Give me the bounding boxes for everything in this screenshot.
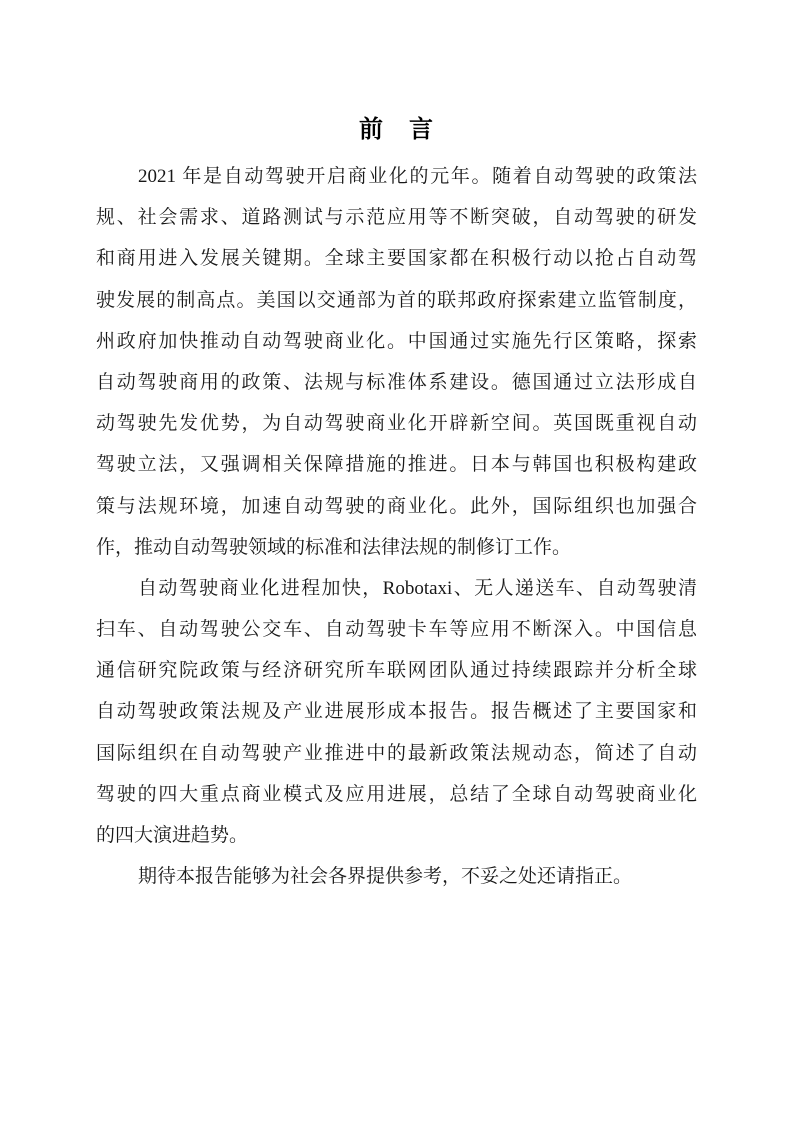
text-line: 州政府加快推动自动驾驶商业化。中国通过实施先行区策略，探索: [96, 330, 697, 352]
text-line: 期待本报告能够为社会各界提供参考，不妥之处还请指正。: [138, 866, 633, 888]
text-block: [96, 0, 697, 897]
text-line: 规、社会需求、道路测试与示范应用等不断突破，自动驾驶的研发: [96, 207, 697, 229]
text-line: 驾驶的四大重点商业模式及应用进展，总结了全球自动驾驶商业化: [96, 783, 697, 805]
text-line: 自动驾驶政策法规及产业进展形成本报告。报告概述了主要国家和: [96, 701, 697, 723]
paragraph-intro: [96, 156, 697, 568]
paragraph-closing: [96, 856, 697, 897]
text-line: 通信研究院政策与经济研究所车联网团队通过持续跟踪并分析全球: [96, 660, 697, 682]
paragraph-report-scope: [96, 568, 697, 856]
text-line: 和商用进入发展关键期。全球主要国家都在积极行动以抢占自动驾: [96, 248, 697, 270]
text-line: 驾驶立法，又强调相关保障措施的推进。日本与韩国也积极构建政: [96, 454, 697, 476]
text-line: 2021 年是自动驾驶开启商业化的元年。随着自动驾驶的政策法: [138, 166, 697, 187]
text-line: 国际组织在自动驾驶产业推进中的最新政策法规动态，简述了自动: [96, 742, 697, 764]
text-line: 自动驾驶商用的政策、法规与标准体系建设。德国通过立法形成自: [96, 371, 697, 393]
body-text: [96, 156, 697, 897]
text-line: 驶发展的制高点。美国以交通部为首的联邦政府探索建立监管制度，: [96, 289, 697, 311]
text-line: 策与法规环境，加速自动驾驶的商业化。此外，国际组织也加强合: [96, 495, 697, 517]
page-title: 前 言: [359, 116, 434, 143]
text-line: 动驾驶先发优势，为自动驾驶商业化开辟新空间。英国既重视自动: [96, 413, 697, 435]
text-line: 自动驾驶商业化进程加快，Robotaxi、无人递送车、自动驾驶清: [138, 577, 697, 599]
text-line: 作，推动自动驾驶领域的标准和法律法规的制修订工作。: [96, 536, 572, 558]
text-line: 扫车、自动驾驶公交车、自动驾驶卡车等应用不断深入。中国信息: [96, 619, 697, 641]
text-line: 的四大演进趋势。: [96, 825, 249, 846]
